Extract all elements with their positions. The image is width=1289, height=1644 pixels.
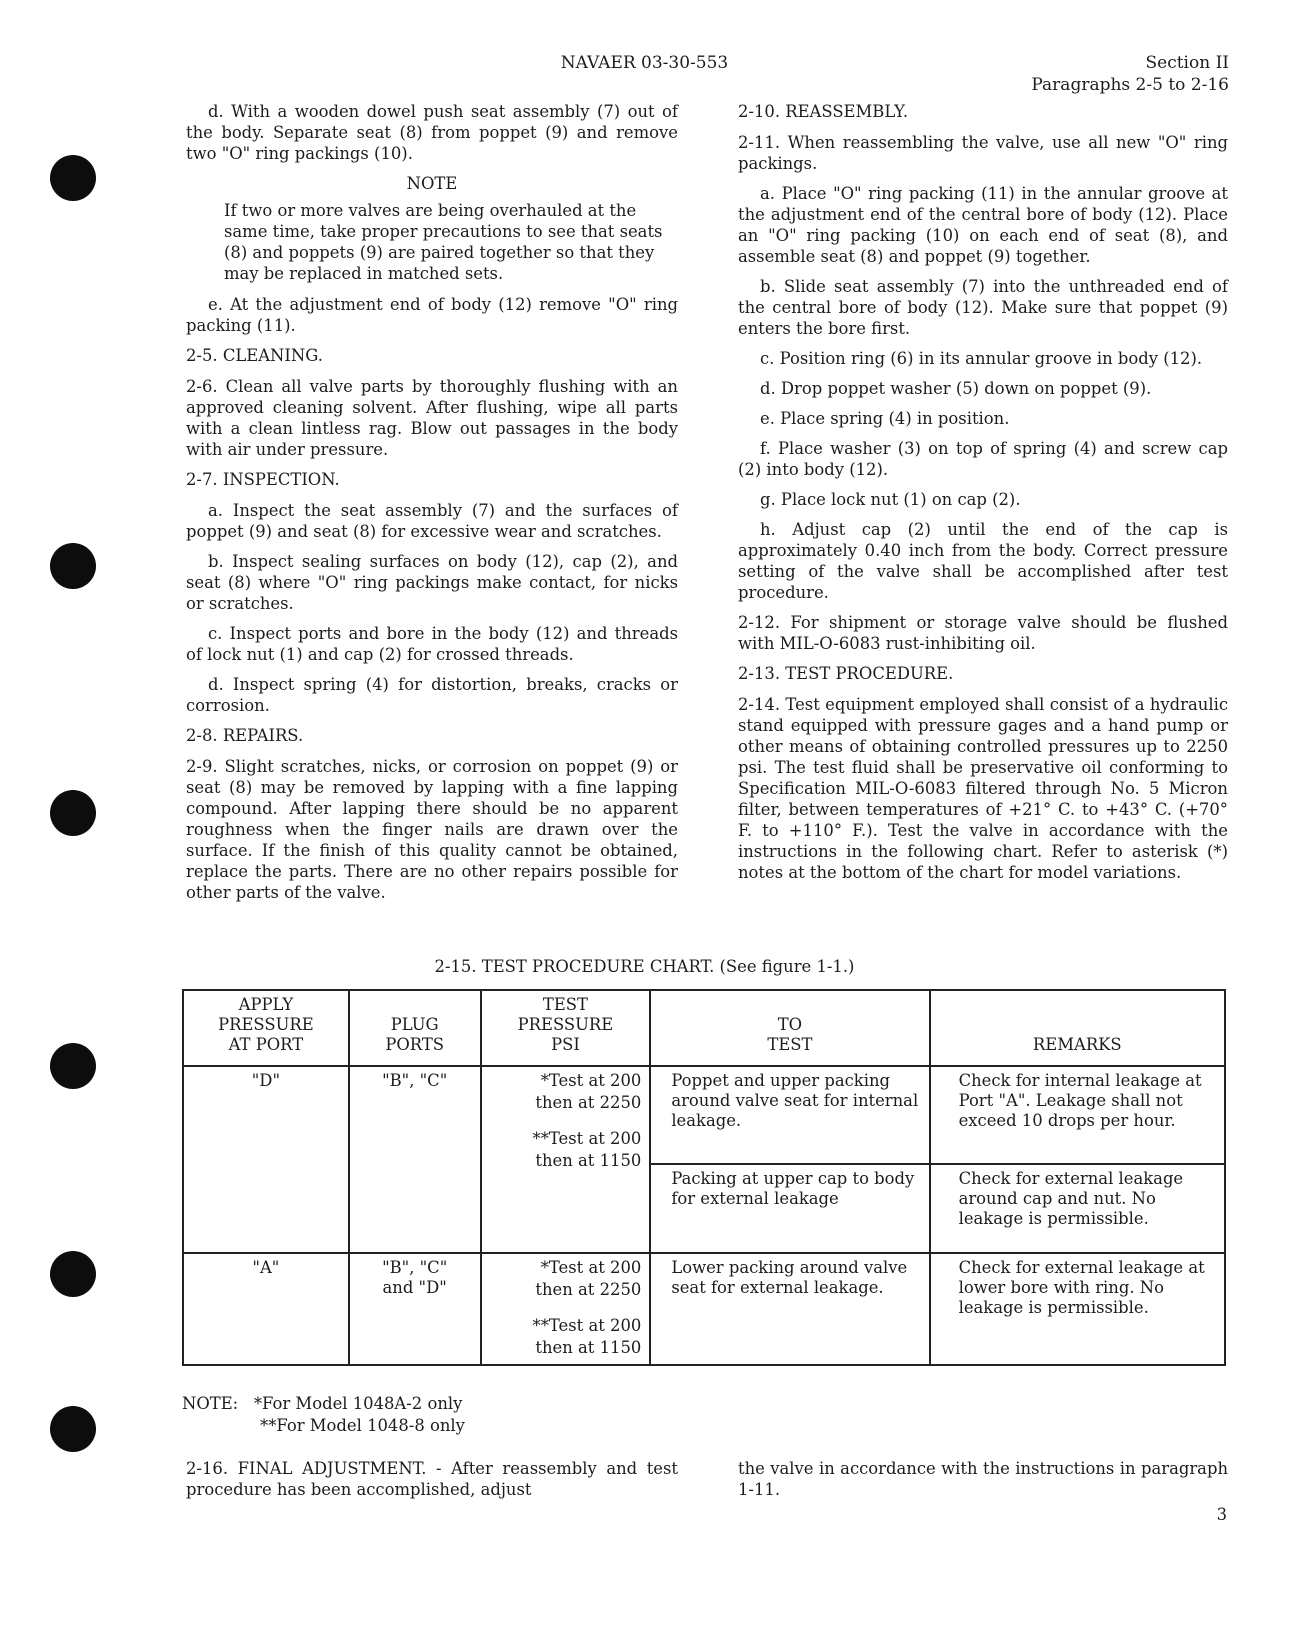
pressure-line: then at 1150 [535,1151,642,1170]
table-row [183,1253,1225,1365]
header-line: PRESSURE [218,1015,314,1034]
left-column [186,101,678,912]
table-header-row [183,990,1225,1066]
paragraph: c. Inspect ports and bore in the body (12) and threads of lock nut (1) and cap (2) for crossed threads. [186,624,678,664]
chart-title: 2-15. TEST PROCEDURE CHART. (See figure 1-1.) [434,957,855,976]
paragraph: d. Drop poppet washer (5) down on poppet (9). [760,379,1152,398]
pressure-line: **Test at 200 [532,1129,642,1148]
binder-hole [50,543,96,589]
paragraph: c. Position ring (6) in its annular groove in body (12). [760,349,1203,368]
column-header [349,990,481,1066]
pressure-line: then at 2250 [535,1093,642,1112]
paragraph: g. Place lock nut (1) on cap (2). [760,490,1021,509]
test-procedure-table [182,989,1226,1366]
pressure-line: *Test at 200 [540,1258,642,1277]
header-line: AT PORT [228,1035,304,1054]
binder-hole [50,1406,96,1452]
header-line: PRESSURE [517,1015,614,1034]
test-pressure-cell [481,1253,651,1365]
paragraph: e. Place spring (4) in position. [760,409,1010,428]
header-line: TEST [542,995,588,1014]
column-header [650,990,929,1066]
plug-line: and "D" [382,1278,447,1297]
column-header [183,990,349,1066]
paragraph: the valve in accordance with the instructions in paragraph 1-11. [738,1459,1228,1499]
remarks-text: Check for internal leakage at Port "A". Leakage shall not exceed 10 drops per hour. [958,1071,1202,1130]
column-header [481,990,651,1066]
section-heading: 2-5. CLEANING. [186,346,323,365]
page-number: 3 [1216,1505,1227,1524]
binder-hole [50,1043,96,1089]
to-test-text: Poppet and upper packing around valve seat for internal leakage. [671,1071,919,1130]
header-line: TEST [767,1035,813,1054]
paragraph: b. Inspect sealing surfaces on body (12), cap (2), and seat (8) where "O" ring packings make contact, for nicks or scratches. [186,552,678,613]
binder-hole [50,155,96,201]
pressure-line: then at 2250 [535,1280,642,1299]
remarks-cell [930,1066,1225,1253]
to-test-cell [650,1066,929,1253]
test-pressure-cell [481,1066,651,1253]
section-heading: 2-10. REASSEMBLY. [738,102,909,121]
paragraph: e. At the adjustment end of body (12) remove "O" ring packing (11). [186,295,678,335]
pressure-line: *Test at 200 [540,1071,642,1090]
paragraph: 2-9. Slight scratches, nicks, or corrosion on poppet (9) or seat (8) may be removed by lapping with a fine lapping compound. After lapping there should be no apparent roughness when the finger nails are drawn over the surface. If the finish of this quality cannot be obtained, replace the parts. There are no other repairs possible for other parts of the valve. [186,757,678,902]
remarks-cell: Check for external leakage at lower bore with ring. No leakage is permissible. [930,1253,1225,1365]
apply-port-cell: "D" [183,1066,349,1253]
paragraph: 2-11. When reassembling the valve, use all new "O" ring packings. [738,133,1228,173]
document-number: NAVAER 03-30-553 [560,53,729,73]
paragraph: d. With a wooden dowel push seat assembly (7) out of the body. Separate seat (8) from poppet (9) and remove two "O" ring packings (10). [186,102,678,163]
note-label: NOTE: [182,1394,239,1413]
header-line: TO [777,1015,803,1034]
final-adjustment-left [186,1458,678,1509]
plug-ports-cell: "B", "C" [349,1066,481,1253]
apply-port-cell: "A" [183,1253,349,1365]
paragraph: 2-14. Test equipment employed shall consist of a hydraulic stand equipped with pressure gages and a hand pump or other means of obtaining controlled pressures up to 2250 psi. The test fluid shall be preservative oil conforming to Specification MIL-O-6083 filtered through No. 5 Micron filter, between temperatures of +21° C. to +43° C. (+70° F. to +110° F.). Test the valve in accordance with the instructions in the following chart. Refer to asterisk (*) notes at the bottom of the chart for model variations. [738,695,1228,882]
note-line: *For Model 1048A-2 only [253,1394,463,1413]
to-test-cell: Lower packing around valve seat for external leakage. [650,1253,929,1365]
to-test-text: Packing at upper cap to body for external leakage [651,1163,928,1252]
paragraph: b. Slide seat assembly (7) into the unthreaded end of the central bore of body (12). Make sure that poppet (9) enters the bore first. [738,277,1228,338]
binder-hole [50,790,96,836]
section-heading: 2-7. INSPECTION. [186,470,340,489]
paragraph: 2-6. Clean all valve parts by thoroughly flushing with an approved cleaning solvent. After flushing, wipe all parts with a clean lintless rag. Blow out passages in the body with air under pressure. [186,377,678,459]
pressure-line: then at 1150 [535,1338,642,1357]
section-heading: 2-13. TEST PROCEDURE. [738,664,954,683]
paragraph-range: Paragraphs 2-5 to 2-16 [1031,75,1229,95]
plug-ports-cell [349,1253,481,1365]
binder-hole [50,1251,96,1297]
final-adjustment-right [738,1458,1228,1509]
header-line: PSI [551,1035,580,1054]
paragraph: f. Place washer (3) on top of spring (4) and screw cap (2) into body (12). [738,439,1228,479]
section-label [1031,52,1229,96]
paragraph: h. Adjust cap (2) until the end of the cap is approximately 0.40 inch from the body. Correct pressure setting of the valve shall be accomplished after test procedure. [738,520,1228,602]
plug-line: "B", "C" [382,1258,448,1277]
section-heading: 2-8. REPAIRS. [186,726,304,745]
note-title: NOTE [406,174,458,193]
remarks-text: Check for external leakage around cap and nut. No leakage is permissible. [931,1163,1224,1252]
column-header: REMARKS [930,990,1225,1066]
right-column [738,101,1228,892]
pressure-line: **Test at 200 [532,1316,642,1335]
paragraph: d. Inspect spring (4) for distortion, breaks, cracks or corrosion. [186,675,678,715]
paragraph: a. Inspect the seat assembly (7) and the surfaces of poppet (9) and seat (8) for excessive wear and scratches. [186,501,678,541]
table-row [183,1066,1225,1253]
chart-notes [182,1393,465,1437]
header-line: PORTS [385,1035,444,1054]
paragraph: 2-16. FINAL ADJUSTMENT. - After reassembly and test procedure has been accomplished, adjust [186,1459,678,1499]
section-title: Section II [1145,53,1229,73]
note-line: **For Model 1048-8 only [260,1416,465,1435]
paragraph: 2-12. For shipment or storage valve should be flushed with MIL-O-6083 rust-inhibiting oil. [738,613,1228,653]
header-line: APPLY [238,995,294,1014]
header-line: PLUG [390,1015,439,1034]
note-body: If two or more valves are being overhauled at the same time, take proper precautions to see that seats (8) and poppets (9) are paired together so that they may be replaced in matched sets. [224,201,663,283]
paragraph: a. Place "O" ring packing (11) in the annular groove at the adjustment end of the central bore of body (12). Place an "O" ring packing (10) on each end of seat (8), and assemble seat (8) and poppet (9) together. [738,184,1228,266]
